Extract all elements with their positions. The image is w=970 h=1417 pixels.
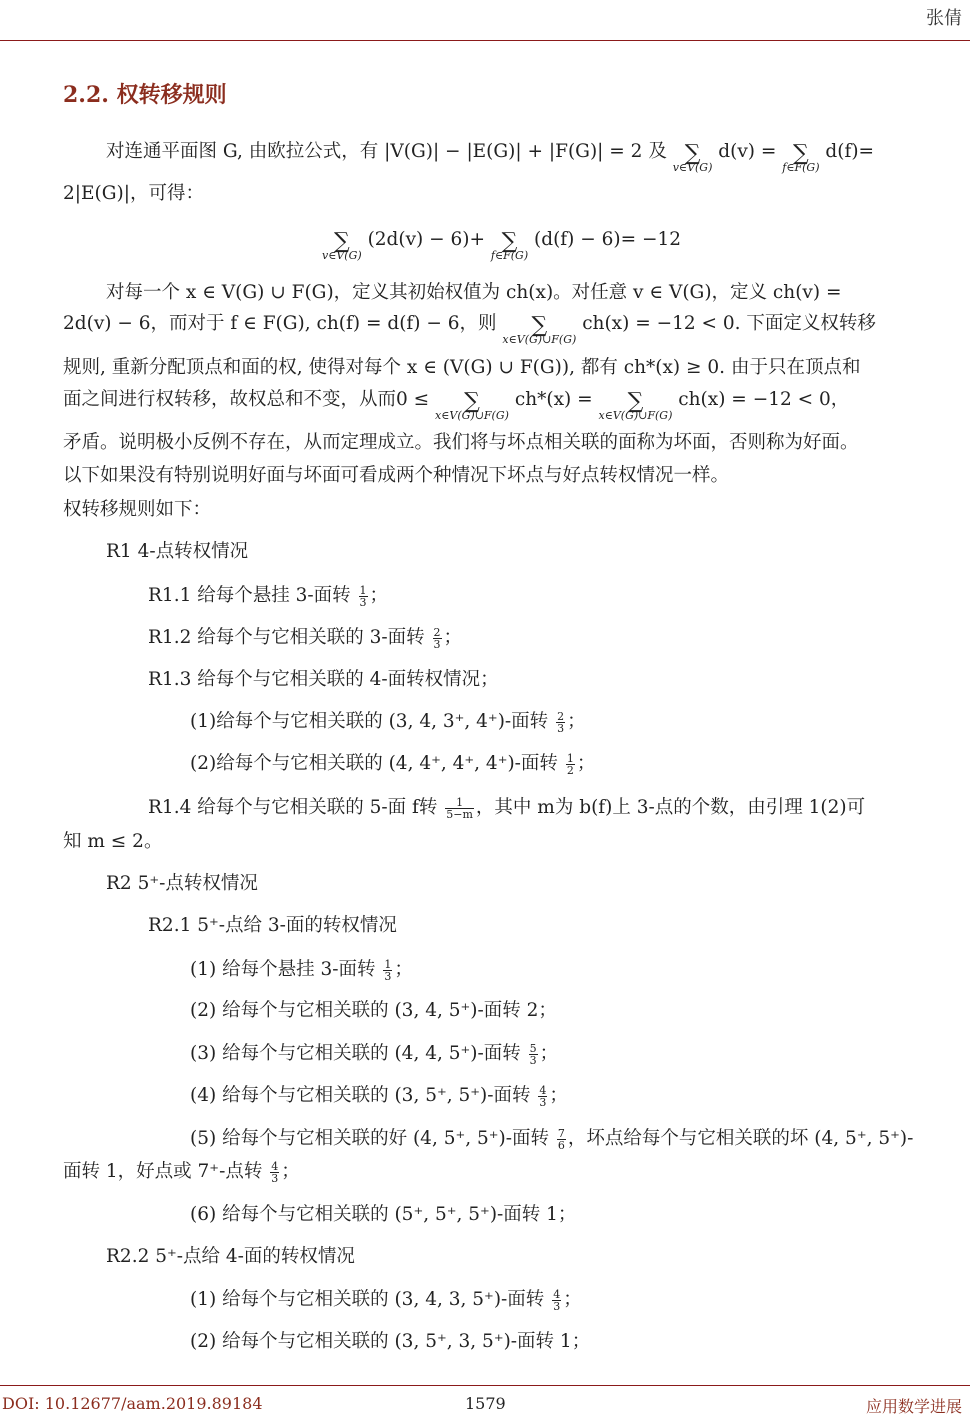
rule-text: (5) 给每个与它相关联的好 (4, 5⁺, 5⁺)-面转: [190, 1128, 550, 1149]
semicolon: ；: [576, 753, 596, 774]
fraction: $\frac{4}{3}$: [271, 1159, 279, 1185]
rule-r2: R2 5⁺-点转权情况: [106, 873, 258, 894]
rule-r2-1-5-cont: [63, 1158, 300, 1186]
sum-symbol: ∑ f∈F(G): [782, 141, 820, 174]
rule-r1-1: [148, 582, 388, 610]
intro-text: 2d(v) − 6，而对于 f ∈ F(G), ch(f) = d(f) − 6，则: [63, 313, 497, 334]
rule-r2-2-2: (2) 给每个与它相关联的 (3, 5⁺, 3, 5⁺)-面转 1；: [190, 1331, 591, 1352]
intro-text: ch(x) = −12 < 0，: [678, 389, 850, 410]
intro-text: d(v) =: [718, 141, 777, 162]
intro-line-7: 矛盾。说明极小反例不存在，从而定理成立。我们将与坏点相关联的面称为坏面，否则称为好面。: [63, 432, 859, 453]
semicolon: ；: [281, 1161, 300, 1182]
rule-text: ，坏点给每个与它相关联的坏 (4, 5⁺, 5⁺)-: [567, 1128, 914, 1149]
rule-r1-2: [148, 624, 462, 652]
rule-text: R1.1 给每个悬挂 3-面转: [148, 585, 351, 606]
sum-symbol: ∑ f∈F(G): [490, 229, 529, 262]
intro-line-1: [106, 138, 874, 175]
rule-text: (4) 给每个与它相关联的 (3, 5⁺, 5⁺)-面转: [190, 1085, 531, 1106]
fraction: $\frac{2}{3}$: [557, 709, 565, 735]
footer-rule: [0, 1385, 970, 1386]
sum-symbol: ∑ v∈V(G): [672, 141, 713, 174]
journal-name: 应用数学进展: [865, 1397, 962, 1416]
rule-text: R1.2 给每个与它相关联的 3-面转: [148, 627, 425, 648]
sum-symbol: ∑ x∈V(G)∪F(G): [435, 389, 509, 422]
rule-text: (1)给每个与它相关联的 (3, 4, 3⁺, 4⁺)-面转: [190, 711, 549, 732]
intro-line-8: 以下如果没有特别说明好面与坏面可看成两个种情况下坏点与好点转权情况一样。: [63, 465, 730, 486]
intro-text: d(f)=: [825, 141, 875, 162]
fraction: $\frac{1}{3}$: [359, 583, 367, 609]
running-head-author: 张倩: [926, 8, 962, 29]
semicolon: ；: [567, 711, 586, 732]
fraction: $\frac{5}{3}$: [529, 1041, 537, 1067]
semicolon: ；: [549, 1085, 568, 1106]
rule-r2-1: R2.1 5⁺-点给 3-面的转权情况: [148, 915, 397, 936]
semicolon: ；: [539, 1043, 559, 1064]
fraction: $\frac{7}{6}$: [557, 1126, 565, 1152]
fraction: $\frac{1}{5-m}$: [446, 795, 473, 821]
rule-text: 面转 1，好点或 7⁺-点转: [63, 1161, 263, 1182]
semicolon: ；: [369, 585, 389, 606]
rule-text: (1) 给每个与它相关联的 (3, 4, 3, 5⁺)-面转: [190, 1289, 545, 1310]
rule-text: (2)给每个与它相关联的 (4, 4⁺, 4⁺, 4⁺)-面转: [190, 753, 558, 774]
sum-symbol: ∑ x∈V(G)∪F(G): [598, 389, 673, 422]
rule-r1-4-cont: 知 m ≤ 2。: [63, 831, 163, 852]
doi-link[interactable]: DOI: 10.12677/aam.2019.89184: [2, 1394, 263, 1413]
header-rule: [0, 40, 970, 41]
fraction: $\frac{4}{3}$: [553, 1287, 561, 1313]
rule-r2-1-6: (6) 给每个与它相关联的 (5⁺, 5⁺, 5⁺)-面转 1；: [190, 1204, 577, 1225]
display-equation: [322, 226, 681, 263]
rule-text: R1.4 给每个与它相关联的 5-面 f转: [148, 797, 438, 818]
rule-r2-1-1: [190, 956, 413, 984]
rule-r2-2-1: [190, 1286, 582, 1314]
intro-text: 面之间进行权转移，故权总和不变，从而0 ≤: [63, 389, 430, 410]
rule-r2-2: R2.2 5⁺-点给 4-面的转权情况: [106, 1246, 355, 1267]
rule-r1: R1 4-点转权情况: [106, 541, 249, 562]
intro-line-6: [63, 386, 849, 423]
equation-text: (2d(v) − 6)+: [367, 229, 486, 250]
rule-text: ，其中 m为 b(f)上 3-点的个数，由引理 1(2)可: [475, 797, 866, 818]
page-number: 1579: [465, 1394, 506, 1413]
sum-symbol: ∑ x∈V(G)∪F(G): [502, 313, 577, 346]
rule-r1-3-2: [190, 750, 595, 778]
rule-r1-3: R1.3 给每个与它相关联的 4-面转权情况；: [148, 669, 499, 690]
intro-line-4: [63, 310, 876, 347]
fraction: $\frac{1}{3}$: [384, 957, 392, 983]
fraction: $\frac{2}{3}$: [433, 625, 441, 651]
equation-text: (d(f) − 6)= −12: [534, 229, 682, 250]
fraction: $\frac{4}{3}$: [539, 1083, 547, 1109]
rule-r1-4: [148, 794, 865, 822]
section-heading: 2.2. 权转移规则: [63, 82, 227, 108]
intro-text: ch*(x) =: [514, 389, 593, 410]
rule-r2-1-4: [190, 1082, 568, 1110]
rule-r2-1-3: [190, 1040, 558, 1068]
intro-line-3: 对每一个 x ∈ V(G) ∪ F(G)，定义其初始权值为 ch(x)。对任意 v ∈ V(G)，定义 ch(v) =: [106, 282, 842, 303]
rule-r2-1-2: (2) 给每个与它相关联的 (3, 4, 5⁺)-面转 2；: [190, 1000, 557, 1021]
intro-line-5: 规则, 重新分配顶点和面的权, 使得对每个 x ∈ (V(G) ∪ F(G)), 都有 ch*(x) ≥ 0. 由于只在顶点和: [63, 357, 861, 378]
semicolon: ；: [394, 959, 413, 980]
sum-symbol: ∑ v∈V(G): [322, 229, 362, 262]
rule-text: (3) 给每个与它相关联的 (4, 4, 5⁺)-面转: [190, 1043, 521, 1064]
intro-text: 对连通平面图 G, 由欧拉公式，有 |V(G)| − |E(G)| + |F(G)| = 2 及: [106, 141, 667, 162]
intro-line-2: 2|E(G)|，可得：: [63, 183, 204, 204]
rule-r1-3-1: [190, 708, 586, 736]
fraction: $\frac{1}{2}$: [566, 751, 574, 777]
rule-text: (1) 给每个悬挂 3-面转: [190, 959, 376, 980]
semicolon: ；: [563, 1289, 582, 1310]
intro-line-9: 权转移规则如下：: [63, 499, 212, 520]
intro-text: ch(x) = −12 < 0. 下面定义权转移: [582, 313, 876, 334]
rule-r2-1-5: [190, 1125, 913, 1153]
semicolon: ；: [443, 627, 463, 648]
